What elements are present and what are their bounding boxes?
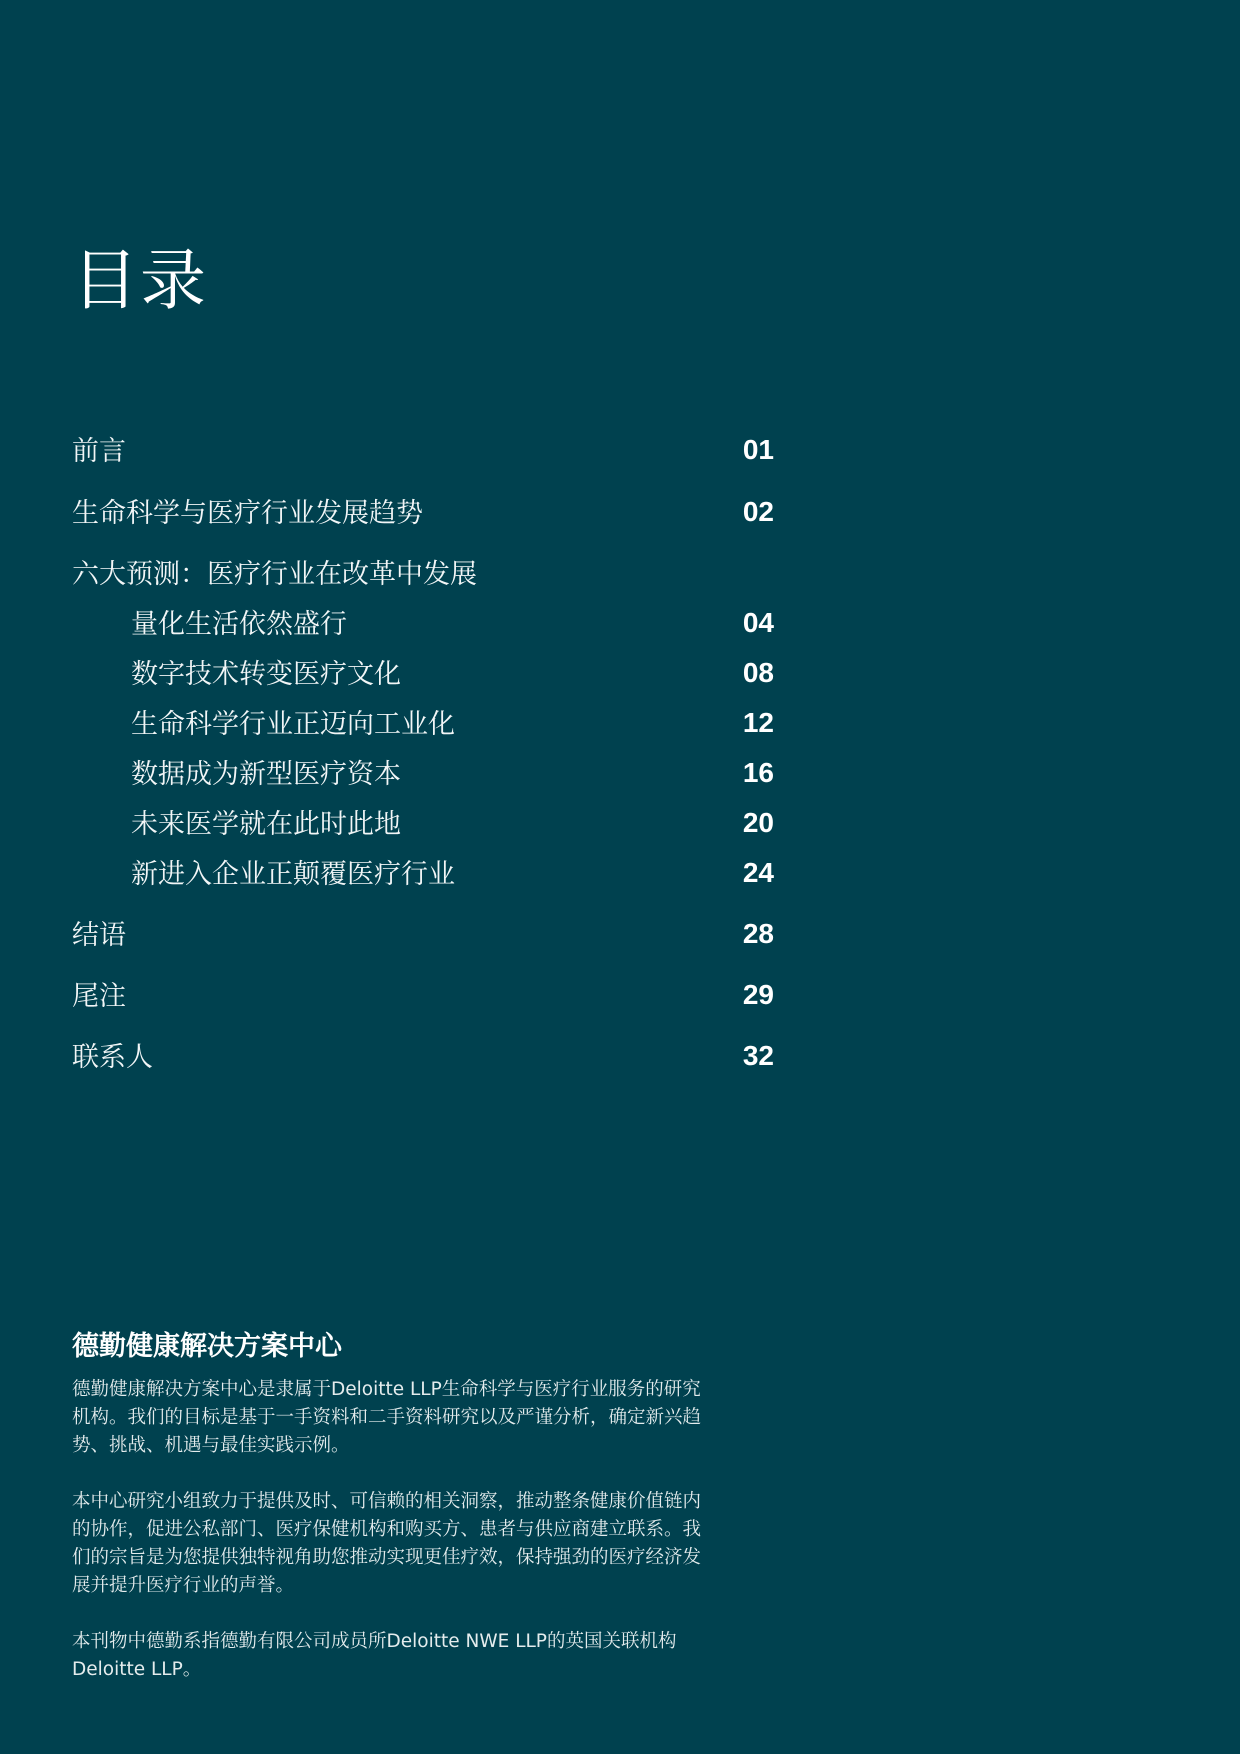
toc-item-label: 数字技术转变医疗文化 xyxy=(131,659,401,690)
about-heading: 德勤健康解决方案中心 xyxy=(72,1331,342,1362)
toc-page-number: 04 xyxy=(742,607,774,638)
toc-item-endnotes[interactable] xyxy=(72,977,774,1017)
toc-section-predictions xyxy=(72,555,774,595)
toc-item-label: 六大预测：医疗行业在改革中发展 xyxy=(72,559,477,590)
toc-item-preface[interactable] xyxy=(72,432,774,472)
about-section xyxy=(72,1328,712,1712)
toc-item-label: 数据成为新型医疗资本 xyxy=(131,759,401,790)
toc-item-label: 联系人 xyxy=(72,1042,153,1073)
toc-item-conclusion[interactable] xyxy=(72,916,774,956)
toc-page-number: 16 xyxy=(742,757,774,788)
about-paragraph: 德勤健康解决方案中心是隶属于Deloitte LLP生命科学与医疗行业服务的研究机构。我们的目标是基于一手资料和二手资料研究以及严谨分析，确定新兴趋势、挑战、机遇与最佳实践示例。 xyxy=(72,1379,702,1456)
toc-page-number: 02 xyxy=(742,496,774,527)
page-title: 目录 xyxy=(72,242,208,319)
toc-page-number: 20 xyxy=(742,807,774,838)
toc-item-label: 尾注 xyxy=(72,981,126,1012)
toc-page-number: 01 xyxy=(742,434,774,465)
toc-item-label: 生命科学行业正迈向工业化 xyxy=(131,709,455,740)
toc-subitem-new-entrants[interactable] xyxy=(72,855,774,895)
toc-item-label: 新进入企业正颠覆医疗行业 xyxy=(131,859,455,890)
toc-item-label: 量化生活依然盛行 xyxy=(131,609,347,640)
toc-subitem-quantified-life[interactable] xyxy=(72,605,774,645)
toc-page-number: 24 xyxy=(742,857,774,888)
toc-subitem-industrialization[interactable] xyxy=(72,705,774,745)
toc-item-label: 生命科学与医疗行业发展趋势 xyxy=(72,498,423,529)
toc-page-number: 28 xyxy=(742,918,774,949)
toc-item-trends[interactable] xyxy=(72,494,774,534)
about-paragraph: 本刊物中德勤系指德勤有限公司成员所Deloitte NWE LLP的英国关联机构Deloitte LLP。 xyxy=(72,1631,677,1680)
toc-page-number: 12 xyxy=(742,707,774,738)
toc-subitem-future-medicine[interactable] xyxy=(72,805,774,845)
toc-page-number: 32 xyxy=(742,1040,774,1071)
toc-page-number: 08 xyxy=(742,657,774,688)
toc-item-contacts[interactable] xyxy=(72,1038,774,1078)
toc-subitem-data-capital[interactable] xyxy=(72,755,774,795)
toc-item-label: 前言 xyxy=(72,436,126,467)
toc-subitem-digital-culture[interactable] xyxy=(72,655,774,695)
about-paragraph: 本中心研究小组致力于提供及时、可信赖的相关洞察，推动整条健康价值链内的协作，促进公私部门、医疗保健机构和购买方、患者与供应商建立联系。我们的宗旨是为您提供独特视角助您推动实现更佳疗效，保持强劲的医疗经济发展并提升医疗行业的声誉。 xyxy=(72,1491,702,1596)
toc-page-number: 29 xyxy=(742,979,774,1010)
toc-item-label: 结语 xyxy=(72,920,126,951)
toc-item-label: 未来医学就在此时此地 xyxy=(131,809,401,840)
